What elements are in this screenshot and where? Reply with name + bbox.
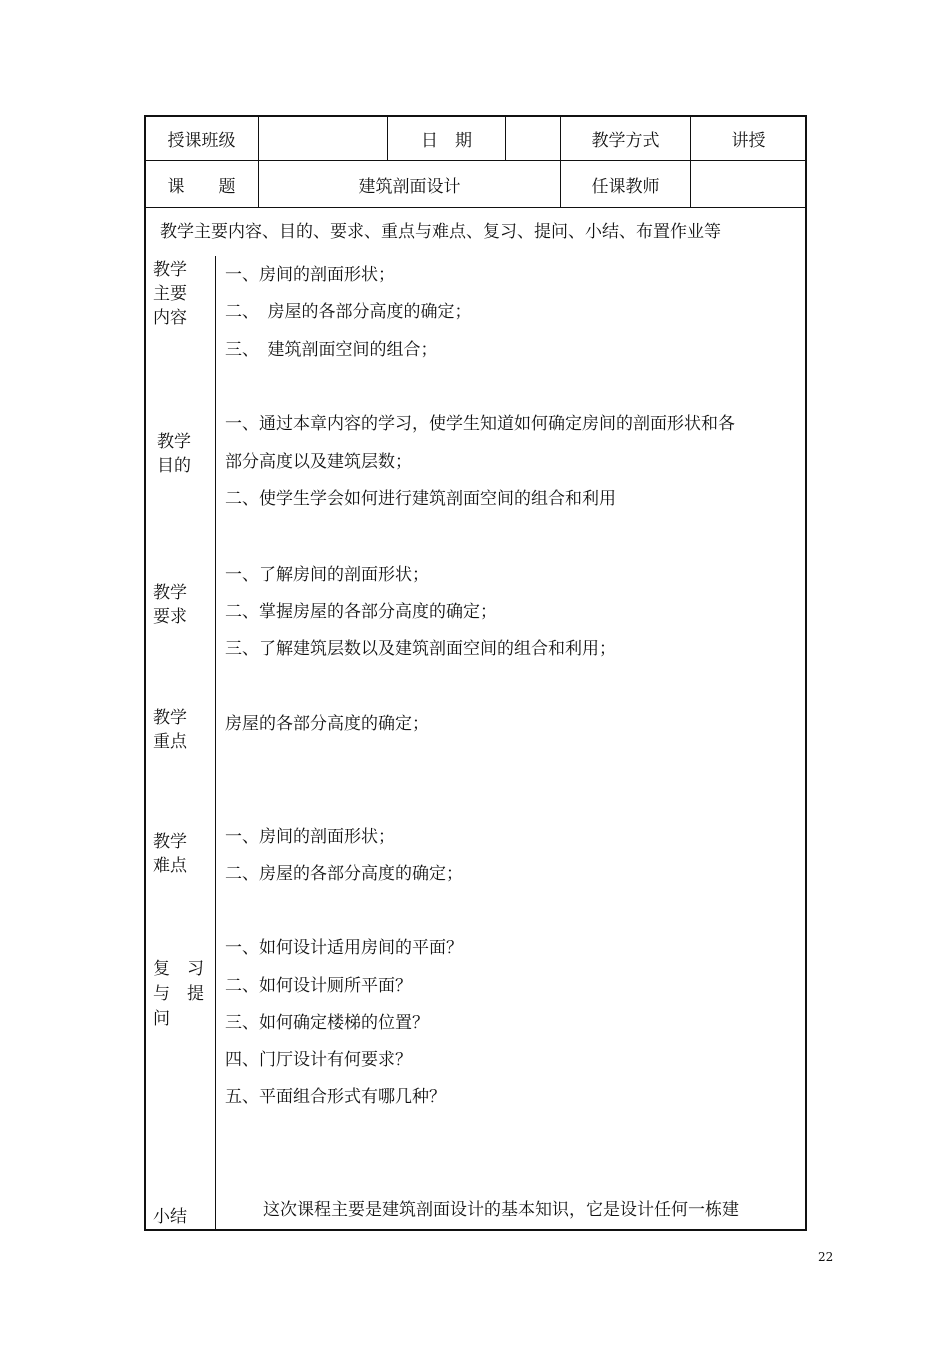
- requirement-line: 一、了解房间的剖面形状；: [225, 565, 429, 585]
- content-line: 一、房间的剖面形状；: [225, 265, 395, 285]
- label-column-divider: [215, 256, 216, 1231]
- review-line: 四、门厅设计有何要求？: [225, 1050, 412, 1070]
- difficulty-line: 二、房屋的各部分高度的确定；: [225, 864, 463, 884]
- summary-line: 这次课程主要是建筑剖面设计的基本知识，它是设计任何一栋建: [263, 1200, 739, 1220]
- keypoint-line: 房屋的各部分高度的确定；: [225, 714, 429, 734]
- purpose-line: 部分高度以及建筑层数；: [225, 452, 412, 472]
- keypoint-label: 教学 重点: [153, 708, 187, 752]
- class-value: [259, 116, 387, 160]
- date-label: 日 期: [421, 130, 472, 151]
- review-label: 复 习 与 提 问: [153, 959, 204, 1029]
- topic-label: 课 题: [167, 176, 236, 197]
- difficulty-line: 一、房间的剖面形状；: [225, 827, 395, 847]
- class-label: 授课班级: [167, 130, 236, 151]
- page-number: 22: [818, 1250, 834, 1264]
- method-value: 讲授: [731, 130, 766, 151]
- difficulty-label: 教学 难点: [153, 832, 187, 876]
- section-title: 教学主要内容、目的、要求、重点与难点、复习、提问、小结、布置作业等: [160, 222, 721, 242]
- row-divider: [144, 207, 807, 208]
- topic-value: 建筑剖面设计: [358, 176, 461, 197]
- requirement-label: 教学 要求: [153, 583, 187, 627]
- content-line: 三、 建筑剖面空间的组合；: [225, 340, 438, 360]
- teacher-value: [691, 161, 806, 207]
- purpose-label: 教学 目的: [157, 432, 191, 476]
- purpose-line: 二、使学生学会如何进行建筑剖面空间的组合和利用: [225, 489, 616, 509]
- review-line: 三、如何确定楼梯的位置？: [225, 1013, 429, 1033]
- requirement-line: 二、掌握房屋的各部分高度的确定；: [225, 602, 497, 622]
- purpose-line: 一、通过本章内容的学习，使学生知道如何确定房间的剖面形状和各: [225, 414, 735, 434]
- date-value: [506, 116, 560, 160]
- summary-label: 小结: [153, 1207, 187, 1227]
- content-line: 二、 房屋的各部分高度的确定；: [225, 302, 472, 322]
- content-label: 教学 主要 内容: [153, 260, 187, 328]
- requirement-line: 三、了解建筑层数以及建筑剖面空间的组合和利用；: [225, 639, 616, 659]
- review-line: 五、平面组合形式有哪几种？: [225, 1087, 446, 1107]
- review-line: 一、如何设计适用房间的平面？: [225, 938, 463, 958]
- method-label: 教学方式: [591, 130, 660, 151]
- review-line: 二、如何设计厕所平面？: [225, 976, 412, 996]
- teacher-label: 任课教师: [591, 176, 660, 197]
